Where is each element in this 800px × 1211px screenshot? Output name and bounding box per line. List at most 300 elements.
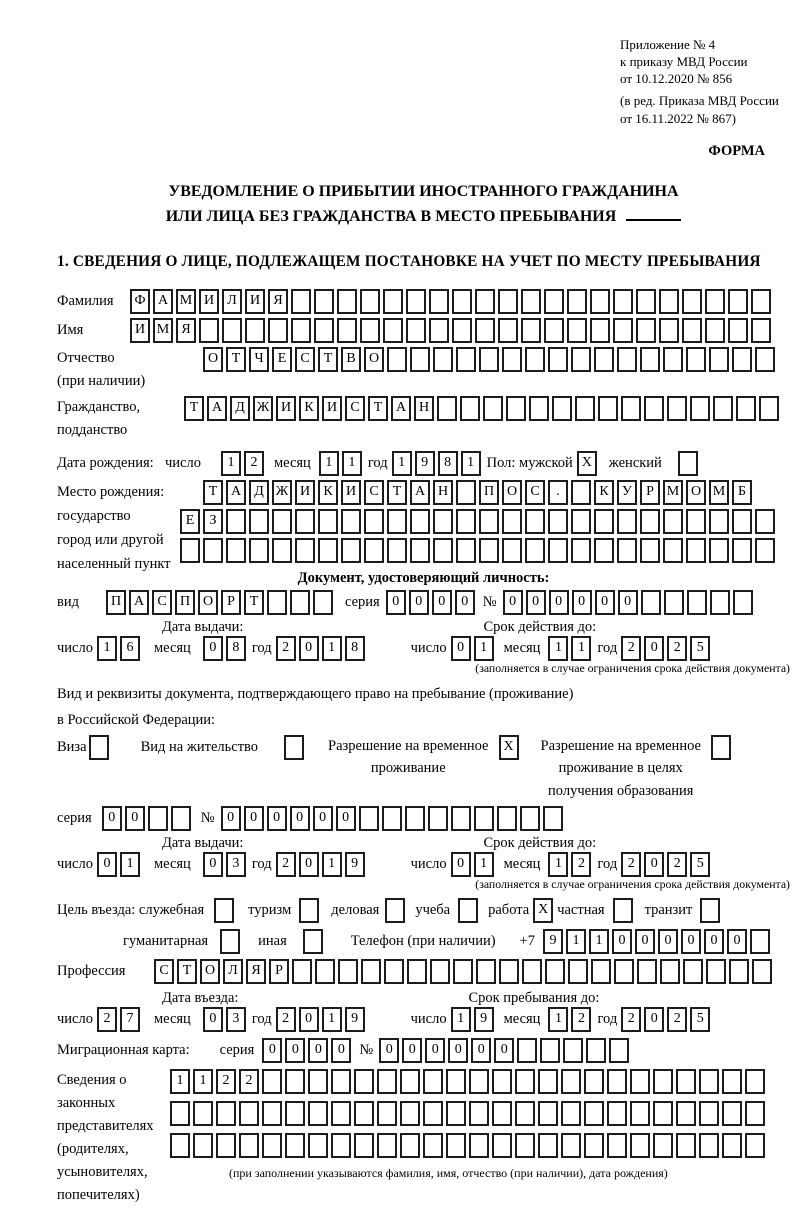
char-cell[interactable] [433, 347, 453, 372]
stay-month-cells[interactable] [548, 1007, 591, 1032]
char-cell[interactable] [636, 289, 656, 314]
char-cell[interactable]: 6 [120, 636, 140, 661]
char-cell[interactable] [705, 289, 725, 314]
permit-expiry-month-cells[interactable] [548, 852, 591, 877]
char-cell[interactable] [498, 318, 518, 343]
char-cell[interactable] [614, 959, 634, 984]
char-cell[interactable]: X [499, 735, 519, 760]
char-cell[interactable] [591, 959, 611, 984]
visa-checkbox[interactable] [89, 735, 109, 760]
char-cell[interactable] [709, 509, 729, 534]
char-cell[interactable] [382, 806, 402, 831]
char-cell[interactable] [456, 538, 476, 563]
char-cell[interactable] [361, 959, 381, 984]
doc-series-cells[interactable] [386, 590, 475, 615]
char-cell[interactable] [525, 347, 545, 372]
char-cell[interactable] [617, 347, 637, 372]
char-cell[interactable]: Т [226, 347, 246, 372]
purpose-transit-checkbox[interactable] [700, 898, 720, 923]
char-cell[interactable] [272, 509, 292, 534]
char-cell[interactable] [571, 347, 591, 372]
char-cell[interactable]: 0 [308, 1038, 328, 1063]
char-cell[interactable]: 1 [461, 451, 481, 476]
char-cell[interactable]: 0 [681, 929, 701, 954]
char-cell[interactable] [659, 318, 679, 343]
char-cell[interactable] [437, 396, 457, 421]
char-cell[interactable]: 2 [276, 1007, 296, 1032]
char-cell[interactable] [699, 1101, 719, 1126]
char-cell[interactable]: О [198, 590, 218, 615]
char-cell[interactable]: 1 [193, 1069, 213, 1094]
temp-permit-checkbox[interactable] [499, 735, 519, 760]
char-cell[interactable] [544, 289, 564, 314]
migration-number-cells[interactable] [379, 1038, 629, 1063]
char-cell[interactable]: М [709, 480, 729, 505]
char-cell[interactable]: X [577, 451, 597, 476]
char-cell[interactable]: У [617, 480, 637, 505]
char-cell[interactable] [315, 959, 335, 984]
char-cell[interactable]: Д [249, 480, 269, 505]
char-cell[interactable]: 1 [322, 1007, 342, 1032]
char-cell[interactable] [377, 1133, 397, 1158]
char-cell[interactable] [676, 1133, 696, 1158]
char-cell[interactable] [284, 735, 304, 760]
char-cell[interactable]: Н [433, 480, 453, 505]
char-cell[interactable] [699, 1133, 719, 1158]
char-cell[interactable]: О [686, 480, 706, 505]
char-cell[interactable]: 1 [170, 1069, 190, 1094]
char-cell[interactable]: Л [222, 289, 242, 314]
char-cell[interactable]: Л [223, 959, 243, 984]
char-cell[interactable] [561, 1069, 581, 1094]
char-cell[interactable] [752, 959, 772, 984]
phone-cells[interactable] [543, 929, 770, 954]
char-cell[interactable] [594, 509, 614, 534]
permit-issue-year-cells[interactable] [276, 852, 365, 877]
permit-issue-day-cells[interactable] [97, 852, 140, 877]
char-cell[interactable] [331, 1101, 351, 1126]
char-cell[interactable] [239, 1101, 259, 1126]
char-cell[interactable] [475, 318, 495, 343]
char-cell[interactable] [203, 538, 223, 563]
char-cell[interactable]: И [199, 289, 219, 314]
char-cell[interactable] [594, 538, 614, 563]
char-cell[interactable] [521, 318, 541, 343]
char-cell[interactable] [644, 396, 664, 421]
char-cell[interactable]: 1 [97, 636, 117, 661]
char-cell[interactable] [686, 509, 706, 534]
entry-year-cells[interactable] [276, 1007, 365, 1032]
char-cell[interactable] [538, 1101, 558, 1126]
char-cell[interactable] [469, 1133, 489, 1158]
char-cell[interactable] [502, 538, 522, 563]
char-cell[interactable]: 0 [595, 590, 615, 615]
char-cell[interactable] [452, 318, 472, 343]
char-cell[interactable] [285, 1069, 305, 1094]
char-cell[interactable] [423, 1069, 443, 1094]
char-cell[interactable] [682, 289, 702, 314]
char-cell[interactable] [676, 1101, 696, 1126]
char-cell[interactable]: 5 [690, 852, 710, 877]
char-cell[interactable] [460, 396, 480, 421]
char-cell[interactable] [262, 1069, 282, 1094]
char-cell[interactable] [745, 1133, 765, 1158]
char-cell[interactable]: 2 [667, 1007, 687, 1032]
stay-day-cells[interactable] [451, 1007, 494, 1032]
char-cell[interactable]: 0 [612, 929, 632, 954]
char-cell[interactable] [285, 1133, 305, 1158]
char-cell[interactable]: Р [640, 480, 660, 505]
char-cell[interactable] [586, 1038, 606, 1063]
char-cell[interactable] [590, 289, 610, 314]
doc-number-cells[interactable] [503, 590, 753, 615]
char-cell[interactable] [728, 289, 748, 314]
char-cell[interactable]: А [129, 590, 149, 615]
char-cell[interactable] [313, 590, 333, 615]
char-cell[interactable] [755, 347, 775, 372]
char-cell[interactable] [469, 1101, 489, 1126]
char-cell[interactable] [290, 590, 310, 615]
char-cell[interactable]: 3 [226, 1007, 246, 1032]
stay-year-cells[interactable] [621, 1007, 710, 1032]
char-cell[interactable]: 1 [342, 451, 362, 476]
doc-issue-year-cells[interactable] [276, 636, 365, 661]
char-cell[interactable]: М [153, 318, 173, 343]
char-cell[interactable]: С [295, 347, 315, 372]
char-cell[interactable] [640, 347, 660, 372]
char-cell[interactable] [423, 1101, 443, 1126]
char-cell[interactable]: 0 [97, 852, 117, 877]
char-cell[interactable]: 0 [549, 590, 569, 615]
char-cell[interactable] [492, 1133, 512, 1158]
purpose-business-checkbox[interactable] [385, 898, 405, 923]
char-cell[interactable]: 0 [618, 590, 638, 615]
char-cell[interactable] [226, 509, 246, 534]
char-cell[interactable]: X [533, 898, 553, 923]
char-cell[interactable] [456, 480, 476, 505]
char-cell[interactable] [525, 538, 545, 563]
char-cell[interactable] [571, 538, 591, 563]
char-cell[interactable] [285, 1101, 305, 1126]
char-cell[interactable] [575, 396, 595, 421]
char-cell[interactable]: 2 [621, 1007, 641, 1032]
char-cell[interactable] [653, 1133, 673, 1158]
char-cell[interactable] [216, 1133, 236, 1158]
char-cell[interactable] [709, 347, 729, 372]
char-cell[interactable]: 1 [120, 852, 140, 877]
char-cell[interactable] [563, 1038, 583, 1063]
char-cell[interactable] [354, 1069, 374, 1094]
char-cell[interactable] [548, 509, 568, 534]
char-cell[interactable]: Я [246, 959, 266, 984]
char-cell[interactable]: В [341, 347, 361, 372]
char-cell[interactable]: 0 [379, 1038, 399, 1063]
name-cells[interactable] [130, 318, 771, 343]
char-cell[interactable] [446, 1133, 466, 1158]
char-cell[interactable] [584, 1069, 604, 1094]
char-cell[interactable]: И [341, 480, 361, 505]
char-cell[interactable] [400, 1069, 420, 1094]
char-cell[interactable] [314, 318, 334, 343]
birth-day-cells[interactable] [221, 451, 264, 476]
char-cell[interactable]: 0 [313, 806, 333, 831]
char-cell[interactable] [640, 538, 660, 563]
char-cell[interactable] [713, 396, 733, 421]
char-cell[interactable] [722, 1101, 742, 1126]
char-cell[interactable] [750, 929, 770, 954]
char-cell[interactable] [476, 959, 496, 984]
char-cell[interactable] [548, 538, 568, 563]
char-cell[interactable]: 2 [621, 852, 641, 877]
char-cell[interactable] [428, 806, 448, 831]
birthplace-row3-cells[interactable] [180, 538, 775, 563]
char-cell[interactable] [571, 480, 591, 505]
char-cell[interactable] [498, 289, 518, 314]
char-cell[interactable]: 0 [221, 806, 241, 831]
char-cell[interactable] [506, 396, 526, 421]
doc-expiry-year-cells[interactable] [621, 636, 710, 661]
char-cell[interactable] [475, 289, 495, 314]
char-cell[interactable] [755, 509, 775, 534]
char-cell[interactable]: 2 [667, 852, 687, 877]
char-cell[interactable] [410, 509, 430, 534]
char-cell[interactable] [545, 959, 565, 984]
char-cell[interactable]: М [176, 289, 196, 314]
char-cell[interactable] [483, 396, 503, 421]
char-cell[interactable]: Н [414, 396, 434, 421]
permit-series-cells[interactable] [102, 806, 191, 831]
char-cell[interactable] [433, 509, 453, 534]
char-cell[interactable] [653, 1101, 673, 1126]
char-cell[interactable]: 1 [451, 1007, 471, 1032]
char-cell[interactable] [354, 1133, 374, 1158]
char-cell[interactable]: Б [732, 480, 752, 505]
char-cell[interactable] [387, 538, 407, 563]
char-cell[interactable]: П [479, 480, 499, 505]
char-cell[interactable]: 1 [566, 929, 586, 954]
char-cell[interactable]: 0 [299, 1007, 319, 1032]
char-cell[interactable] [479, 509, 499, 534]
char-cell[interactable] [433, 538, 453, 563]
char-cell[interactable]: И [322, 396, 342, 421]
char-cell[interactable]: 0 [451, 636, 471, 661]
char-cell[interactable]: Т [184, 396, 204, 421]
char-cell[interactable] [318, 509, 338, 534]
char-cell[interactable]: 0 [471, 1038, 491, 1063]
char-cell[interactable] [400, 1101, 420, 1126]
char-cell[interactable]: С [152, 590, 172, 615]
char-cell[interactable] [387, 347, 407, 372]
char-cell[interactable] [590, 318, 610, 343]
char-cell[interactable]: 1 [474, 636, 494, 661]
char-cell[interactable] [474, 806, 494, 831]
char-cell[interactable] [193, 1133, 213, 1158]
char-cell[interactable]: 0 [299, 636, 319, 661]
char-cell[interactable] [520, 806, 540, 831]
char-cell[interactable] [690, 396, 710, 421]
char-cell[interactable] [540, 1038, 560, 1063]
char-cell[interactable] [686, 538, 706, 563]
permit-number-cells[interactable] [221, 806, 563, 831]
birthplace-row1-cells[interactable] [203, 480, 752, 505]
char-cell[interactable] [497, 806, 517, 831]
purpose-study-checkbox[interactable] [458, 898, 478, 923]
char-cell[interactable]: 0 [125, 806, 145, 831]
char-cell[interactable]: 0 [203, 1007, 223, 1032]
char-cell[interactable]: Ж [272, 480, 292, 505]
char-cell[interactable] [451, 806, 471, 831]
char-cell[interactable]: П [106, 590, 126, 615]
char-cell[interactable] [709, 538, 729, 563]
char-cell[interactable]: П [175, 590, 195, 615]
char-cell[interactable] [722, 1069, 742, 1094]
doc-type-cells[interactable] [106, 590, 333, 615]
char-cell[interactable] [637, 959, 657, 984]
temp-permit-edu-checkbox[interactable] [711, 735, 731, 760]
char-cell[interactable] [641, 590, 661, 615]
char-cell[interactable]: Т [368, 396, 388, 421]
char-cell[interactable] [755, 538, 775, 563]
char-cell[interactable]: Т [244, 590, 264, 615]
char-cell[interactable] [214, 898, 234, 923]
permit-issue-month-cells[interactable] [203, 852, 246, 877]
char-cell[interactable] [636, 318, 656, 343]
char-cell[interactable] [458, 898, 478, 923]
char-cell[interactable] [729, 959, 749, 984]
migration-series-cells[interactable] [262, 1038, 351, 1063]
char-cell[interactable] [598, 396, 618, 421]
char-cell[interactable] [759, 396, 779, 421]
char-cell[interactable]: 0 [290, 806, 310, 831]
char-cell[interactable]: 1 [548, 636, 568, 661]
doc-issue-month-cells[interactable] [203, 636, 246, 661]
char-cell[interactable] [245, 318, 265, 343]
char-cell[interactable] [732, 538, 752, 563]
char-cell[interactable] [617, 538, 637, 563]
char-cell[interactable] [331, 1069, 351, 1094]
char-cell[interactable] [502, 509, 522, 534]
purpose-work-checkbox[interactable] [533, 898, 553, 923]
char-cell[interactable]: 1 [548, 1007, 568, 1032]
char-cell[interactable]: 0 [526, 590, 546, 615]
char-cell[interactable] [568, 959, 588, 984]
char-cell[interactable] [364, 509, 384, 534]
char-cell[interactable]: 2 [571, 852, 591, 877]
char-cell[interactable]: О [200, 959, 220, 984]
patronymic-cells[interactable] [203, 347, 775, 372]
char-cell[interactable] [199, 318, 219, 343]
char-cell[interactable] [308, 1101, 328, 1126]
char-cell[interactable] [303, 929, 323, 954]
char-cell[interactable]: З [203, 509, 223, 534]
char-cell[interactable]: 0 [102, 806, 122, 831]
char-cell[interactable] [337, 318, 357, 343]
char-cell[interactable] [543, 806, 563, 831]
char-cell[interactable]: 0 [727, 929, 747, 954]
char-cell[interactable] [249, 509, 269, 534]
char-cell[interactable] [193, 1101, 213, 1126]
doc-expiry-month-cells[interactable] [548, 636, 591, 661]
char-cell[interactable]: . [548, 480, 568, 505]
char-cell[interactable] [295, 509, 315, 534]
char-cell[interactable]: О [502, 480, 522, 505]
char-cell[interactable]: 9 [415, 451, 435, 476]
char-cell[interactable] [469, 1069, 489, 1094]
char-cell[interactable]: И [130, 318, 150, 343]
doc-expiry-day-cells[interactable] [451, 636, 494, 661]
char-cell[interactable] [732, 509, 752, 534]
char-cell[interactable] [538, 1069, 558, 1094]
char-cell[interactable]: 9 [345, 852, 365, 877]
char-cell[interactable] [584, 1133, 604, 1158]
char-cell[interactable] [630, 1133, 650, 1158]
char-cell[interactable] [515, 1069, 535, 1094]
char-cell[interactable] [706, 959, 726, 984]
char-cell[interactable]: 9 [345, 1007, 365, 1032]
char-cell[interactable] [384, 959, 404, 984]
char-cell[interactable] [262, 1101, 282, 1126]
char-cell[interactable]: 0 [402, 1038, 422, 1063]
char-cell[interactable] [429, 318, 449, 343]
char-cell[interactable]: Д [230, 396, 250, 421]
char-cell[interactable] [364, 538, 384, 563]
char-cell[interactable] [567, 289, 587, 314]
char-cell[interactable]: 0 [644, 1007, 664, 1032]
char-cell[interactable]: 0 [262, 1038, 282, 1063]
char-cell[interactable]: 1 [319, 451, 339, 476]
char-cell[interactable] [341, 538, 361, 563]
permit-expiry-day-cells[interactable] [451, 852, 494, 877]
char-cell[interactable]: А [391, 396, 411, 421]
purpose-other-checkbox[interactable] [303, 929, 323, 954]
char-cell[interactable]: 0 [455, 590, 475, 615]
char-cell[interactable] [751, 289, 771, 314]
purpose-official-checkbox[interactable] [214, 898, 234, 923]
char-cell[interactable] [640, 509, 660, 534]
char-cell[interactable]: Р [269, 959, 289, 984]
char-cell[interactable] [613, 898, 633, 923]
char-cell[interactable] [338, 959, 358, 984]
char-cell[interactable] [337, 289, 357, 314]
char-cell[interactable] [308, 1133, 328, 1158]
char-cell[interactable]: 1 [474, 852, 494, 877]
char-cell[interactable] [410, 538, 430, 563]
char-cell[interactable]: Т [318, 347, 338, 372]
char-cell[interactable] [664, 590, 684, 615]
char-cell[interactable] [377, 1101, 397, 1126]
char-cell[interactable]: 1 [589, 929, 609, 954]
doc-issue-day-cells[interactable] [97, 636, 140, 661]
char-cell[interactable]: Ж [253, 396, 273, 421]
char-cell[interactable]: 8 [438, 451, 458, 476]
char-cell[interactable]: 0 [572, 590, 592, 615]
char-cell[interactable]: 2 [216, 1069, 236, 1094]
char-cell[interactable] [538, 1133, 558, 1158]
char-cell[interactable] [456, 347, 476, 372]
char-cell[interactable] [544, 318, 564, 343]
char-cell[interactable]: С [154, 959, 174, 984]
representatives-row1-cells[interactable] [170, 1069, 765, 1094]
char-cell[interactable]: 0 [658, 929, 678, 954]
char-cell[interactable]: Т [387, 480, 407, 505]
char-cell[interactable]: 2 [244, 451, 264, 476]
char-cell[interactable]: 0 [336, 806, 356, 831]
char-cell[interactable] [423, 1133, 443, 1158]
char-cell[interactable] [529, 396, 549, 421]
char-cell[interactable]: О [364, 347, 384, 372]
birth-month-cells[interactable] [319, 451, 362, 476]
char-cell[interactable] [548, 347, 568, 372]
